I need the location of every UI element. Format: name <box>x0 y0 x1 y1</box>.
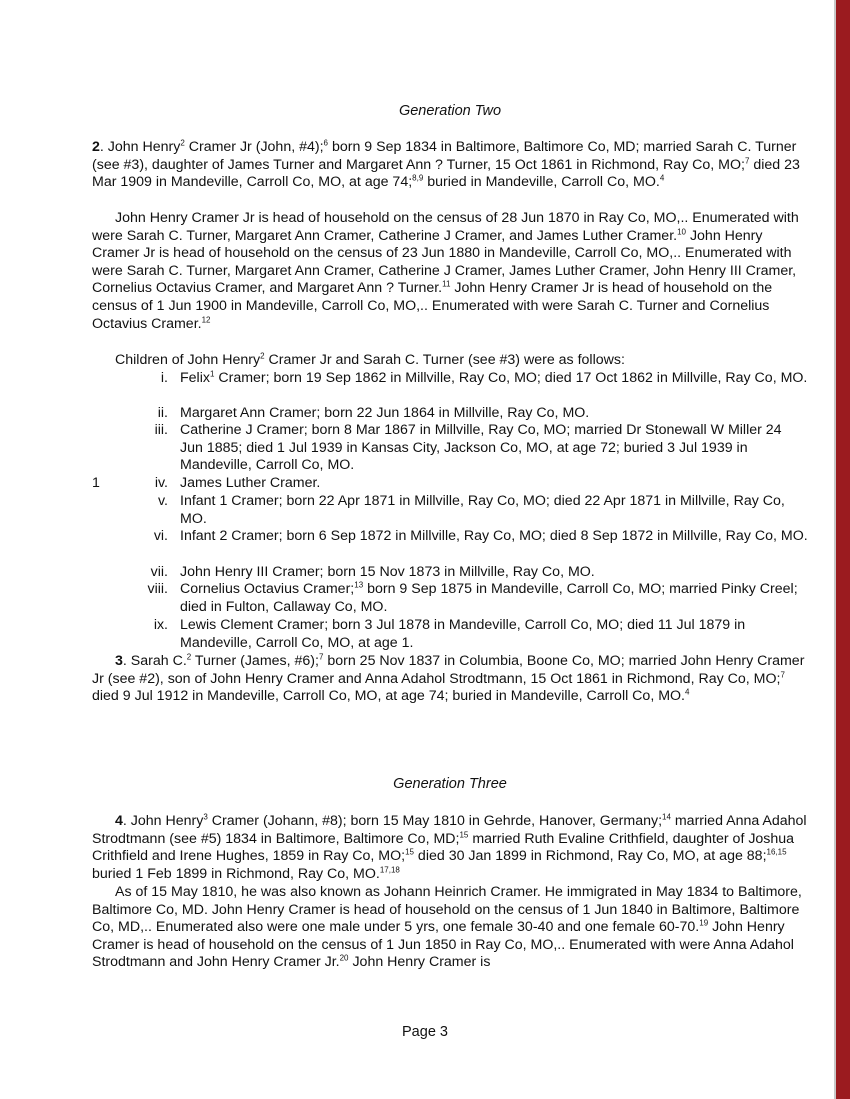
entry-2-number: 2 <box>92 139 100 155</box>
footnote-ref: 7 <box>744 155 750 165</box>
child-text-part: Cornelius Octavius Cramer; <box>180 581 355 597</box>
footnote-ref: 13 <box>354 580 364 590</box>
entry-4-text: . John Henry <box>122 813 204 829</box>
entry-2-text: Cramer Jr (John, #4); <box>184 139 324 155</box>
details-text: John Henry Cramer is <box>348 954 491 971</box>
entry-4-text: married Anna Adahol Strodtmann (see #5) 1834 in Baltimore, Baltimore Co, MD; <box>92 813 807 847</box>
child-number: vi. <box>153 528 168 544</box>
generation-three-heading: Generation Three <box>393 776 507 792</box>
child-text-part: born 9 Sep 1875 in Mandeville, Carroll Co, MO; married Pinky Creel; died in Fulton, Callaway Co, MO. <box>180 581 798 615</box>
footnote-ref: 7 <box>780 669 785 679</box>
child-generation-marker <box>92 564 114 582</box>
child-generation-marker <box>92 528 114 546</box>
child-text <box>180 493 808 528</box>
child-text <box>180 370 808 388</box>
entry-2-text: died 23 Mar 1909 in Mandeville, Carroll Co, MO, at age 74; <box>92 156 800 191</box>
child-text-part: Catherine J Cramer; born 8 Mar 1867 in Millville, Ray Co, MO; married Dr Stonewall W Miller 24 Jun 1885; died 1 Jul 1939 in Kansas City, Jackson Co, MO, at age 72; buried 3 Jul 1939 in Mandeville, Carroll Co, MO. <box>180 422 782 474</box>
child-number: i. <box>160 370 168 386</box>
child-text <box>180 617 808 652</box>
entry-3-text: born 25 Nov 1837 in Columbia, Boone Co, MO; married John Henry Cramer Jr (see #2), son of John Henry Cramer and Anna Adahol Strodtmann, 15 Oct 1861 in Richmond, Ray Co, MO; <box>92 653 805 687</box>
entry-2-text: buried in Mandeville, Carroll Co, MO. <box>423 174 660 191</box>
child-number: ix. <box>153 617 168 633</box>
footnote-ref: 2 <box>186 652 192 662</box>
child-number: viii. <box>147 581 168 597</box>
child-text-part: Felix <box>180 370 210 386</box>
children-intro <box>115 352 805 370</box>
child-entry <box>92 405 808 423</box>
entry-4-text: died 30 Jan 1899 in Richmond, Ray Co, MO, at age 88; <box>413 848 767 865</box>
child-number: vii. <box>150 564 168 580</box>
footnote-ref: 7 <box>318 652 324 662</box>
entry-2-text: . John Henry <box>99 139 181 155</box>
child-generation-marker <box>92 493 114 528</box>
child-text-part: John Henry III Cramer; born 15 Nov 1873 in Millville, Ray Co, MO. <box>180 564 595 580</box>
page-number: Page 3 <box>402 1024 448 1040</box>
entry-4-text: buried 1 Feb 1899 in Richmond, Ray Co, MO. <box>92 865 380 882</box>
footnote-ref: 19 <box>699 918 709 928</box>
child-entry <box>92 475 808 493</box>
entry-4-details <box>92 884 808 972</box>
entry-4-number: 4 <box>115 813 123 829</box>
entry-4-text: married Ruth Evaline Crithfield, daughter of Joshua Crithfield and Irene Hughes, 1859 in Ray Co, MO; <box>92 830 795 865</box>
census-text: John Henry Cramer Jr is head of household on the census of 23 Jun 1880 in Mandeville, Carroll Co, MO,.. Enumerated with were Sarah C. Turner, Margaret Ann Cramer, Catherine J Cramer, James Luther Cramer, John Henry III Cramer, Cornelius Octavius Cramer, and Margaret Ann ? Turner. <box>92 227 797 297</box>
binding-bar <box>836 0 850 1099</box>
footnote-ref: 2 <box>180 138 185 148</box>
footnote-ref: 14 <box>662 812 671 822</box>
footnote-ref: 10 <box>677 226 686 236</box>
footnote-ref: 20 <box>339 953 349 963</box>
child-text-part: James Luther Cramer. <box>180 475 321 491</box>
child-text <box>180 581 808 616</box>
child-text <box>180 475 808 493</box>
child-generation-marker <box>92 405 114 423</box>
child-generation-marker: 1 <box>92 475 100 491</box>
entry-3-number: 3 <box>115 653 123 669</box>
child-text-part: Cramer; born 19 Sep 1862 in Millville, Ray Co, MO; died 17 Oct 1862 in Millville, Ray Co, MO. <box>214 370 808 386</box>
footnote-ref: 15 <box>459 829 469 839</box>
footnote-ref: 15 <box>405 847 414 857</box>
child-entry <box>92 564 808 582</box>
child-generation-marker <box>92 581 114 616</box>
footnote-ref: 2 <box>260 351 265 361</box>
child-generation-marker <box>92 370 114 388</box>
footnote-ref: 12 <box>201 314 211 324</box>
child-number: v. <box>158 493 168 509</box>
child-entry <box>92 528 808 546</box>
child-text-part: Margaret Ann Cramer; born 22 Jun 1864 in Millville, Ray Co, MO. <box>180 405 590 421</box>
entry-4 <box>92 813 808 883</box>
child-entry <box>92 581 808 616</box>
child-text-part: Lewis Clement Cramer; born 3 Jul 1878 in Mandeville, Carroll Co, MO; died 11 Jul 1879 in Mandeville, Carroll Co, MO, at age 1. <box>180 617 746 651</box>
footnote-ref: 16,15 <box>766 847 787 857</box>
footnote-ref: 3 <box>203 812 208 822</box>
footnote-ref: 6 <box>323 138 328 148</box>
entry-3 <box>92 653 808 706</box>
child-number: ii. <box>157 405 168 421</box>
entry-3-text: Turner (James, #6); <box>191 653 319 669</box>
footnote-ref: 11 <box>442 279 451 289</box>
children-intro-text: Children of John Henry <box>115 352 261 368</box>
footnote-ref: 8,9 <box>412 173 424 183</box>
generation-two-heading: Generation Two <box>398 103 502 119</box>
child-text <box>180 422 808 475</box>
entry-4-text: Cramer (Johann, #8); born 15 May 1810 in Gehrde, Hanover, Germany; <box>207 813 663 829</box>
child-text <box>180 528 808 546</box>
child-entry <box>92 493 808 528</box>
footnote-ref: 4 <box>685 687 690 697</box>
entry-3-text: died 9 Jul 1912 in Mandeville, Carroll Co, MO, at age 74; buried in Mandeville, Carroll Co, MO. <box>92 688 686 705</box>
child-number: iii. <box>154 422 168 438</box>
child-generation-marker <box>92 422 114 475</box>
entry-2-census <box>92 210 808 333</box>
census-text: John Henry Cramer Jr is head of household on the census of 1 Jun 1900 in Mandeville, Carroll Co, MO,.. Enumerated with were Sarah C. Turner and Cornelius Octavius Cramer. <box>92 280 773 332</box>
entry-3-text: . Sarah C. <box>122 653 187 669</box>
child-text <box>180 564 808 582</box>
child-text-part: Infant 1 Cramer; born 22 Apr 1871 in Millville, Ray Co, MO; died 22 Apr 1871 in Millville, Ray Co, MO. <box>180 493 785 527</box>
child-number: iv. <box>154 475 168 491</box>
child-entry <box>92 617 808 652</box>
details-text: As of 15 May 1810, he was also known as Johann Heinrich Cramer. He immigrated in May 1834 to Baltimore, Baltimore Co, MD. John Henry Cramer is head of household on the census of 1 Jun 1840 in Baltimore, Baltimore Co, MD,.. Enumerated also were one male under 5 yrs, one female 30-40 and one female 60-70. <box>92 884 802 936</box>
child-text-part: Infant 2 Cramer; born 6 Sep 1872 in Millville, Ray Co, MO; died 8 Sep 1872 in Millville, Ray Co, MO. <box>180 528 808 544</box>
footnote-ref: 17,18 <box>379 865 400 875</box>
census-text: John Henry Cramer Jr is head of household on the census of 28 Jun 1870 in Ray Co, MO,.. Enumerated with were Sarah C. Turner, Margaret Ann Cramer, Catherine J Cramer, and James Luther Cramer. <box>92 210 799 244</box>
entry-2 <box>92 139 808 192</box>
footnote-ref: 1 <box>209 369 215 379</box>
child-entry <box>92 370 808 388</box>
child-generation-marker <box>92 617 114 652</box>
child-text <box>180 405 808 423</box>
entry-2-text: born 9 Sep 1834 in Baltimore, Baltimore Co, MD; married Sarah C. Turner (see #3), daughter of James Turner and Margaret Ann ? Turner, 15 Oct 1861 in Richmond, Ray Co, MO; <box>92 139 797 173</box>
children-intro-text: Cramer Jr and Sarah C. Turner (see #3) were as follows: <box>264 352 625 368</box>
details-text: John Henry Cramer is head of household on the census of 1 Jun 1850 in Ray Co, MO,.. Enumerated with were Anna Adahol Strodtmann and John Henry Cramer Jr. <box>92 919 794 971</box>
footnote-ref: 4 <box>659 173 665 183</box>
child-entry <box>92 422 808 475</box>
